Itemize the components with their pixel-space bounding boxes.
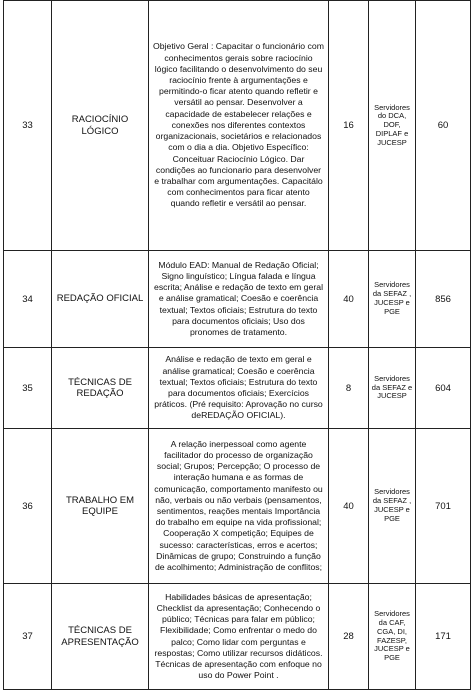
course-content: Objetivo Geral : Capacitar o funcionário com conhecimentos gerais sobre raciocínio lógico facilitando o desenvolvimento do seu raciocínio frente à argumentações e permitindo-o ficar atento quando refletir e versátil ao pensar. Desenvolver a capacidade de estabelecer relações e conexões nos diferentes contextos organizacionais, societários e relacionados com o dia a dia. Objetivo Específico: Conceituar Raciocínio Lógico. Dar condições ao funcionario para desenvolver e trabalhar com argumentações. Capacitálo com conhecimentos para ficar atento quando refletir e versátil ao pensar. <box>149 1 329 251</box>
row-number: 34 <box>4 251 52 348</box>
table-row <box>4 348 471 429</box>
course-topic: TÉCNICAS DE APRESENTAÇÃO <box>52 584 149 690</box>
table-row <box>4 1 471 251</box>
course-content: Módulo EAD: Manual de Redação Oficial; Signo linguístico; Língua falada e língua escrita; Análise e redação de texto em geral e análise gramatical; Coesão e coerência textual; Textos oficiais; Estrutura do texto para documentos oficiais; Uso dos pronomes de tratamento. <box>149 251 329 348</box>
row-number: 36 <box>4 429 52 584</box>
course-hours: 16 <box>329 1 369 251</box>
course-content: A relação inerpessoal como agente facilitador do processo de organização social; Grupos; Percepção; O processo de interação humana e as formas de comunicação, comportamento manifesto ou não, verbais ou não verbais (pensamentos, sentimentos, reações mentais Importância do trabalho em equipe na vida profissional; Cooperação X competição; Equipes de sucesso: características, erros e acertos; Dinâmicas de grupo; Construindo a função de acolhimento; Administração de conflitos; <box>149 429 329 584</box>
course-vacancies: 701 <box>416 429 471 584</box>
course-hours: 28 <box>329 584 369 690</box>
row-number: 35 <box>4 348 52 429</box>
course-audience: Servidores da CAF, CGA, DI, FAZESP, JUCESP e PGE <box>369 584 416 690</box>
course-content: Análise e redação de texto em geral e análise gramatical; Coesão e coerência textual; Textos oficiais; Estrutura do texto para documentos oficiais; Exercícios práticos. (Pré requisito: Aprovação no curso deREDAÇÃO OFICIAL). <box>149 348 329 429</box>
course-topic: REDAÇÃO OFICIAL <box>52 251 149 348</box>
course-topic: RACIOCÍNIO LÓGICO <box>52 1 149 251</box>
course-audience: Servidores da SEFAZ , JUCESP e PGE <box>369 251 416 348</box>
course-vacancies: 60 <box>416 1 471 251</box>
course-topic: TÉCNICAS DE REDAÇÃO <box>52 348 149 429</box>
course-audience: Servidores do DCA, DOF, DIPLAF e JUCESP <box>369 1 416 251</box>
course-vacancies: 604 <box>416 348 471 429</box>
table-row <box>4 429 471 584</box>
table-row <box>4 251 471 348</box>
course-hours: 8 <box>329 348 369 429</box>
course-vacancies: 171 <box>416 584 471 690</box>
course-audience: Servidores da SEFAZ , JUCESP e PGE <box>369 429 416 584</box>
course-vacancies: 856 <box>416 251 471 348</box>
course-content: Habilidades básicas de apresentação; Checklist da apresentação; Conhecendo o público; Técnicas para falar em público; Flexibilidade; Como enfrentar o medo do palco; Como lidar com perguntas e respostas; Como utilizar recursos didáticos. Técnicas de apresentação com enfoque no uso do Power Point . <box>149 584 329 690</box>
row-number: 33 <box>4 1 52 251</box>
row-number: 37 <box>4 584 52 690</box>
course-table <box>3 0 471 690</box>
course-hours: 40 <box>329 429 369 584</box>
course-hours: 40 <box>329 251 369 348</box>
course-audience: Servidores da SEFAZ e JUCESP <box>369 348 416 429</box>
course-topic: TRABALHO EM EQUIPE <box>52 429 149 584</box>
table-row <box>4 584 471 690</box>
